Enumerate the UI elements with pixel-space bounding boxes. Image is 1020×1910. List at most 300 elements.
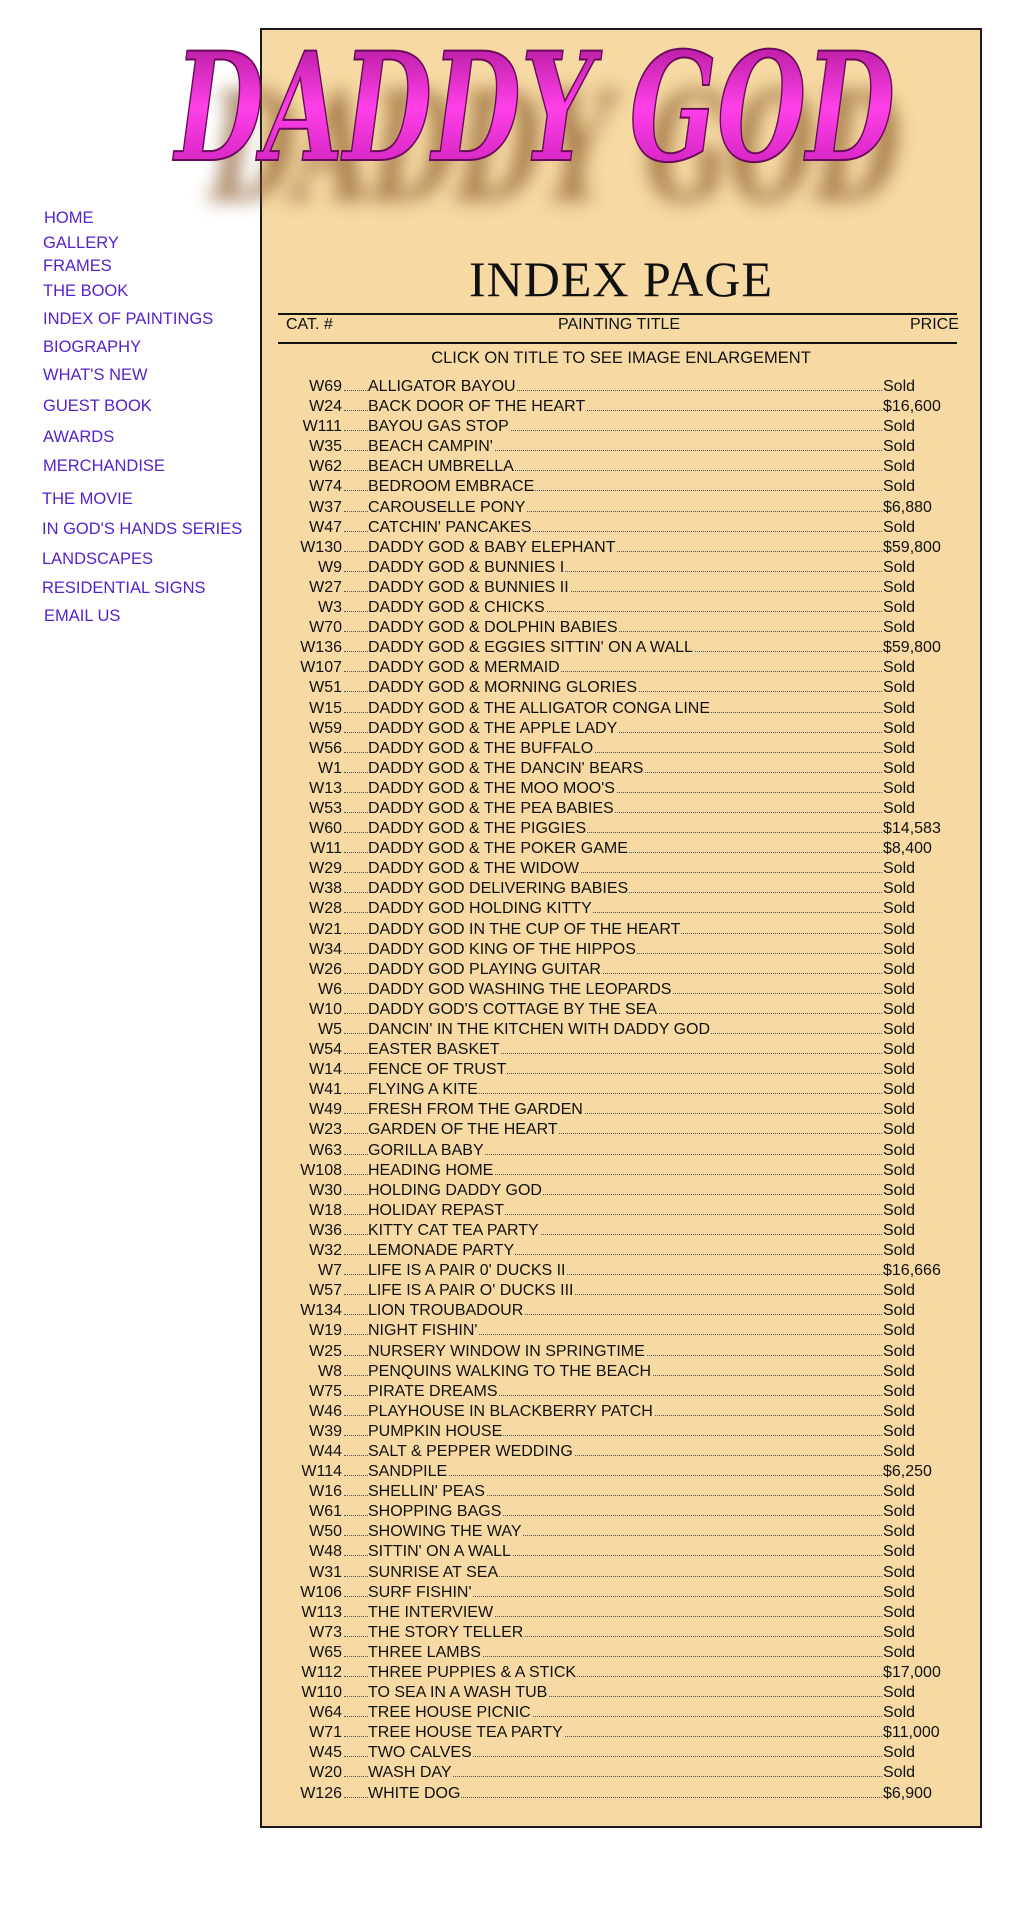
catalog-number-text: W108 [300, 1161, 342, 1179]
catalog-number [262, 578, 342, 598]
painting-title-link[interactable]: PENQUINS WALKING TO THE BEACH [368, 1362, 652, 1380]
catalog-number-text: W37 [309, 498, 342, 516]
catalog-number-text: W73 [309, 1623, 342, 1641]
painting-title-link[interactable]: DADDY GOD & DOLPHIN BABIES [368, 619, 618, 637]
page-title: INDEX PAGE [469, 251, 773, 307]
catalog-number [262, 1663, 342, 1683]
painting-title-link[interactable]: DADDY GOD & CHICKS [368, 599, 545, 617]
catalog-number [262, 417, 342, 437]
table-row [0, 1221, 1020, 1241]
catalog-number-text: W23 [309, 1121, 342, 1139]
painting-title-link[interactable]: DADDY GOD & THE POKER GAME [368, 840, 628, 858]
table-row [0, 920, 1020, 940]
catalog-number-text: W70 [309, 619, 342, 637]
painting-title-link[interactable]: TREE HOUSE PICNIC [368, 1704, 531, 1722]
nav-link-guest-book[interactable]: GUEST BOOK [43, 397, 152, 415]
catalog-number-text: W35 [309, 438, 342, 456]
catalog-number-text: W15 [309, 699, 342, 717]
painting-title-link[interactable]: SHOPPING BAGS [368, 1503, 502, 1521]
painting-price: Sold [883, 1101, 916, 1119]
catalog-number-text: W60 [309, 820, 342, 838]
painting-title-link[interactable]: DADDY GOD & THE ALLIGATOR CONGA LINE [368, 699, 711, 717]
painting-price: Sold [883, 418, 916, 436]
painting-title-link[interactable]: DADDY GOD & THE MOO MOO'S [368, 779, 615, 797]
painting-title-link[interactable]: BACK DOOR OF THE HEART [368, 398, 586, 416]
table-row [0, 578, 1020, 598]
painting-price: $6,880 [883, 498, 932, 516]
painting-title-link[interactable]: PUMPKIN HOUSE [368, 1422, 503, 1440]
daddy-god-logo [160, 30, 940, 270]
catalog-number-text: W29 [309, 860, 342, 878]
painting-title-link[interactable]: DADDY GOD HOLDING KITTY [368, 900, 592, 918]
painting-title-link[interactable]: SANDPILE [368, 1463, 448, 1481]
catalog-number-text: W20 [309, 1764, 342, 1782]
painting-title-link[interactable]: WASH DAY [368, 1764, 452, 1782]
catalog-number [262, 1362, 342, 1382]
painting-title-link[interactable]: DADDY GOD & THE DANCIN' BEARS [368, 759, 644, 777]
catalog-number-text: W6 [318, 980, 342, 998]
catalog-number [262, 759, 342, 779]
nav-link-awards[interactable]: AWARDS [43, 428, 115, 446]
catalog-number-text: W18 [309, 1201, 342, 1219]
catalog-number-text: W27 [309, 578, 342, 596]
table-row [0, 1382, 1020, 1402]
painting-title-link[interactable]: GARDEN OF THE HEART [368, 1121, 558, 1139]
painting-title-link[interactable]: DADDY GOD IN THE CUP OF THE HEART [368, 920, 681, 938]
nav-link-residential-signs[interactable]: RESIDENTIAL SIGNS [42, 579, 206, 597]
catalog-number-text: W31 [309, 1563, 342, 1581]
catalog-number [262, 960, 342, 980]
painting-title-link[interactable]: DADDY GOD & THE BUFFALO [368, 739, 594, 757]
catalog-number [262, 1522, 342, 1542]
painting-price: $16,666 [883, 1262, 941, 1280]
painting-price: Sold [883, 1543, 916, 1561]
catalog-number-text: W36 [309, 1221, 342, 1239]
nav-link-email-us[interactable]: EMAIL US [44, 607, 121, 625]
catalog-number-text: W38 [309, 880, 342, 898]
catalog-number [262, 1402, 342, 1422]
painting-price: Sold [883, 1643, 916, 1661]
painting-price: Sold [883, 900, 916, 918]
painting-title-link[interactable]: SHOWING THE WAY [368, 1523, 522, 1541]
catalog-number [262, 1462, 342, 1482]
catalog-number [262, 859, 342, 879]
painting-title-link[interactable]: PLAYHOUSE IN BLACKBERRY PATCH [368, 1402, 653, 1420]
painting-title-link[interactable]: THE INTERVIEW [368, 1603, 494, 1621]
painting-price: Sold [883, 1623, 916, 1641]
catalog-number [262, 1502, 342, 1522]
painting-price: Sold [883, 1242, 916, 1260]
catalog-number [262, 457, 342, 477]
painting-title-link[interactable]: CATCHIN' PANCAKES [368, 518, 532, 536]
catalog-number-text: W64 [309, 1704, 342, 1722]
catalog-number [262, 920, 342, 940]
painting-price: Sold [883, 1764, 916, 1782]
painting-price: Sold [883, 378, 916, 395]
table-row [0, 397, 1020, 417]
painting-price: Sold [883, 940, 916, 958]
table-row [0, 1603, 1020, 1623]
painting-title-link[interactable]: DADDY GOD PLAYING GUITAR [368, 960, 601, 978]
catalog-number-text: W28 [309, 900, 342, 918]
nav-link-biography[interactable]: BIOGRAPHY [43, 338, 142, 356]
painting-title-link[interactable]: LIFE IS A PAIR 0' DUCKS II [368, 1262, 566, 1280]
catalog-number [262, 1141, 342, 1161]
painting-title-link[interactable]: PIRATE DREAMS [368, 1382, 498, 1400]
table-row [0, 1482, 1020, 1502]
catalog-number-text: W56 [309, 739, 342, 757]
painting-title-link[interactable]: DANCIN' IN THE KITCHEN WITH DADDY GOD [368, 1021, 711, 1038]
painting-price: Sold [883, 1744, 916, 1762]
painting-price: Sold [883, 1684, 916, 1702]
catalog-number-text: W50 [309, 1523, 342, 1541]
catalog-number-text: W39 [309, 1422, 342, 1440]
table-row [0, 739, 1020, 759]
painting-price: Sold [883, 1141, 916, 1159]
catalog-number [262, 1683, 342, 1703]
table-row [0, 859, 1020, 879]
table-row [0, 1000, 1020, 1020]
catalog-number-text: W24 [309, 398, 342, 416]
instruction-text: CLICK ON TITLE TO SEE IMAGE ENLARGEMENT [431, 349, 811, 367]
painting-price: Sold [883, 759, 916, 777]
table-row [0, 498, 1020, 518]
painting-title-link[interactable]: TWO CALVES [368, 1744, 472, 1762]
catalog-number-text: W48 [309, 1543, 342, 1561]
catalog-number [262, 477, 342, 497]
painting-title-link[interactable]: LION TROUBADOUR [368, 1302, 524, 1320]
catalog-number-text: W51 [309, 679, 342, 697]
nav-link-index-of-paintings[interactable]: INDEX OF PAINTINGS [43, 310, 214, 328]
table-row [0, 1201, 1020, 1221]
catalog-number [262, 1261, 342, 1281]
catalog-number [262, 618, 342, 638]
catalog-number [262, 1000, 342, 1020]
catalog-number-text: W110 [301, 1684, 342, 1702]
catalog-number-text: W32 [309, 1242, 342, 1260]
catalog-number [262, 638, 342, 658]
painting-price: Sold [883, 1322, 916, 1340]
painting-title-link[interactable]: WHITE DOG [368, 1784, 461, 1802]
catalog-number [262, 1161, 342, 1181]
nav-link-home[interactable]: HOME [44, 209, 94, 227]
table-row [0, 1462, 1020, 1482]
catalog-number-text: W13 [309, 779, 342, 797]
nav-link-in-god-s-hands-series[interactable]: IN GOD'S HANDS SERIES [42, 520, 243, 538]
table-row [0, 377, 1020, 397]
table-row [0, 1583, 1020, 1603]
painting-price: Sold [883, 1603, 916, 1621]
header-price: PRICE [910, 316, 959, 333]
painting-price: Sold [883, 860, 916, 878]
painting-price: Sold [883, 518, 916, 536]
painting-title-link[interactable]: BEACH CAMPIN' [368, 438, 493, 456]
catalog-number [262, 1723, 342, 1743]
table-row [0, 759, 1020, 779]
painting-price: Sold [883, 458, 916, 476]
painting-title-link[interactable]: ALLIGATOR BAYOU [368, 378, 516, 395]
catalog-number [262, 1542, 342, 1562]
catalog-number [262, 1442, 342, 1462]
painting-title-link[interactable]: DADDY GOD & BABY ELEPHANT [368, 538, 616, 556]
table-row [0, 779, 1020, 799]
catalog-number [262, 1100, 342, 1120]
painting-title-link[interactable]: THE STORY TELLER [368, 1623, 524, 1641]
catalog-number [262, 1703, 342, 1723]
catalog-number [262, 1281, 342, 1301]
catalog-number [262, 899, 342, 919]
painting-title-link[interactable]: FENCE OF TRUST [368, 1061, 507, 1079]
catalog-number [262, 1020, 342, 1040]
catalog-number [262, 437, 342, 457]
painting-price: Sold [883, 1161, 916, 1179]
catalog-number-text: W49 [309, 1101, 342, 1119]
painting-title-link[interactable]: DADDY GOD & EGGIES SITTIN' ON A WALL [368, 639, 693, 657]
catalog-number [262, 678, 342, 698]
catalog-number-text: W113 [301, 1603, 342, 1621]
header-title: PAINTING TITLE [558, 316, 681, 333]
table-row [0, 1181, 1020, 1201]
table-row [0, 1743, 1020, 1763]
table-row [0, 1422, 1020, 1442]
painting-title-link[interactable]: DADDY GOD & BUNNIES I [368, 558, 565, 576]
painting-title-link[interactable]: SURF FISHIN' [368, 1583, 472, 1601]
painting-title-link[interactable]: HEADING HOME [368, 1161, 494, 1179]
painting-title-link[interactable]: CAROUSELLE PONY [368, 498, 526, 516]
catalog-number [262, 397, 342, 417]
nav-link-the-book[interactable]: THE BOOK [43, 282, 129, 300]
catalog-number-text: W106 [300, 1583, 342, 1601]
catalog-number [262, 1120, 342, 1140]
table-row [0, 1402, 1020, 1422]
painting-title-link[interactable]: SHELLIN' PEAS [368, 1483, 485, 1501]
painting-title-link[interactable]: DADDY GOD & MERMAID [368, 659, 560, 677]
painting-title-link[interactable]: GORILLA BABY [368, 1141, 484, 1159]
table-row [0, 1703, 1020, 1723]
catalog-number [262, 518, 342, 538]
painting-title-link[interactable]: SALT & PEPPER WEDDING [368, 1442, 573, 1460]
catalog-number-text: W7 [318, 1262, 342, 1280]
painting-price: Sold [883, 1342, 916, 1360]
painting-title-link[interactable]: DADDY GOD & THE PEA BABIES [368, 799, 614, 817]
painting-price: Sold [883, 1021, 916, 1038]
painting-price: Sold [883, 1181, 916, 1199]
catalog-number [262, 1181, 342, 1201]
header-cat: CAT. # [286, 316, 333, 333]
table-row [0, 678, 1020, 698]
painting-title-link[interactable]: DADDY GOD & THE PIGGIES [368, 820, 587, 838]
table-row [0, 1060, 1020, 1080]
catalog-number [262, 1623, 342, 1643]
catalog-number-text: W45 [309, 1744, 342, 1762]
catalog-number [262, 598, 342, 618]
nav-link-frames[interactable]: FRAMES [43, 257, 112, 275]
catalog-number-text: W3 [318, 599, 342, 617]
painting-title-link[interactable]: DADDY GOD DELIVERING BABIES [368, 880, 629, 898]
table-row [0, 699, 1020, 719]
painting-title-link[interactable]: LIFE IS A PAIR O' DUCKS III [368, 1282, 574, 1300]
table-row [0, 477, 1020, 497]
painting-price: Sold [883, 1201, 916, 1219]
painting-title-link[interactable]: DADDY GOD KING OF THE HIPPOS [368, 940, 636, 958]
table-row [0, 1120, 1020, 1140]
catalog-number [262, 1221, 342, 1241]
painting-price: Sold [883, 599, 916, 617]
catalog-number [262, 1482, 342, 1502]
table-row [0, 1020, 1020, 1040]
painting-title-link[interactable]: EASTER BASKET [368, 1041, 500, 1059]
painting-title-link[interactable]: TO SEA IN A WASH TUB [368, 1684, 548, 1702]
painting-title-link[interactable]: DADDY GOD & BUNNIES II [368, 578, 569, 596]
painting-price: $8,400 [883, 840, 932, 858]
painting-price: Sold [883, 1704, 916, 1722]
nav-link-landscapes[interactable]: LANDSCAPES [42, 550, 153, 568]
painting-price: Sold [883, 779, 916, 797]
painting-price: Sold [883, 659, 916, 677]
catalog-number-text: W126 [300, 1784, 342, 1802]
catalog-number [262, 538, 342, 558]
catalog-number-text: W44 [309, 1442, 342, 1460]
painting-title-link[interactable]: DADDY GOD & THE WIDOW [368, 860, 579, 878]
painting-price: Sold [883, 1081, 916, 1099]
catalog-number-text: W16 [309, 1483, 342, 1501]
catalog-number [262, 377, 342, 397]
table-row [0, 899, 1020, 919]
painting-price: Sold [883, 1221, 916, 1239]
painting-price: Sold [883, 1000, 916, 1018]
catalog-number-text: W136 [300, 639, 342, 657]
catalog-number [262, 1321, 342, 1341]
painting-title-link[interactable]: BAYOU GAS STOP [368, 418, 509, 436]
table-row [0, 1723, 1020, 1743]
catalog-number-text: W112 [301, 1664, 342, 1681]
catalog-number-text: W1 [318, 759, 342, 777]
catalog-number-text: W107 [300, 659, 342, 677]
catalog-number [262, 1743, 342, 1763]
painting-price: $14,583 [883, 820, 941, 838]
painting-price: $16,600 [883, 398, 941, 416]
painting-price: Sold [883, 578, 916, 596]
catalog-number [262, 839, 342, 859]
catalog-number-text: W134 [300, 1302, 342, 1320]
table-row [0, 1763, 1020, 1783]
painting-price: Sold [883, 880, 916, 898]
table-row [0, 457, 1020, 477]
painting-price: Sold [883, 1121, 916, 1139]
painting-title-link[interactable]: FRESH FROM THE GARDEN [368, 1101, 583, 1119]
logo-text: DADDY GOD [172, 30, 895, 196]
catalog-number-text: W30 [309, 1181, 342, 1199]
painting-price: Sold [883, 920, 916, 938]
painting-title-link[interactable]: NURSERY WINDOW IN SPRINGTIME [368, 1342, 645, 1360]
painting-title-link[interactable]: KITTY CAT TEA PARTY [368, 1221, 539, 1239]
catalog-number-text: W8 [318, 1362, 342, 1380]
nav-link-what-s-new[interactable]: WHAT'S NEW [43, 366, 148, 384]
catalog-number [262, 498, 342, 518]
catalog-number [262, 558, 342, 578]
catalog-number-text: W61 [309, 1503, 342, 1521]
painting-title-link[interactable]: BEDROOM EMBRACE [368, 478, 535, 496]
catalog-number-text: W26 [309, 960, 342, 978]
painting-title-link[interactable]: BEACH UMBRELLA [368, 458, 514, 476]
catalog-number-text: W11 [310, 840, 342, 858]
catalog-number [262, 719, 342, 739]
table-row [0, 1362, 1020, 1382]
nav-link-gallery[interactable]: GALLERY [43, 234, 119, 252]
catalog-number [262, 699, 342, 719]
painting-title-link[interactable]: TREE HOUSE TEA PARTY [368, 1724, 563, 1742]
painting-price: Sold [883, 1503, 916, 1521]
painting-price: Sold [883, 438, 916, 456]
catalog-number [262, 1603, 342, 1623]
painting-title-link[interactable]: THREE PUPPIES & A STICK [368, 1664, 577, 1681]
table-row [0, 1442, 1020, 1462]
painting-price: Sold [883, 1483, 916, 1501]
painting-price: $17,000 [883, 1664, 941, 1681]
catalog-number-text: W46 [309, 1402, 342, 1420]
painting-title-link[interactable]: SUNRISE AT SEA [368, 1563, 499, 1581]
table-row [0, 1141, 1020, 1161]
painting-price: Sold [883, 739, 916, 757]
table-row [0, 1502, 1020, 1522]
painting-price: $6,250 [883, 1463, 932, 1481]
table-row [0, 1342, 1020, 1362]
painting-price: $11,000 [883, 1724, 940, 1742]
painting-title-link[interactable]: DADDY GOD & MORNING GLORIES [368, 679, 638, 697]
catalog-number [262, 1080, 342, 1100]
table-row [0, 638, 1020, 658]
catalog-number-text: W19 [309, 1322, 342, 1340]
nav-link-the-movie[interactable]: THE MOVIE [42, 490, 133, 508]
catalog-number [262, 1060, 342, 1080]
catalog-number [262, 1241, 342, 1261]
table-row [0, 719, 1020, 739]
table-row [0, 940, 1020, 960]
catalog-number [262, 779, 342, 799]
table-row [0, 1261, 1020, 1281]
painting-title-link[interactable]: DADDY GOD WASHING THE LEOPARDS [368, 980, 672, 998]
painting-title-link[interactable]: LEMONADE PARTY [368, 1242, 515, 1260]
table-row [0, 1563, 1020, 1583]
catalog-number [262, 1301, 342, 1321]
painting-price: $6,900 [883, 1784, 932, 1802]
painting-title-link[interactable]: FLYING A KITE [368, 1081, 478, 1099]
catalog-number [262, 739, 342, 759]
table-row [0, 1522, 1020, 1542]
catalog-number-text: W65 [309, 1643, 342, 1661]
painting-title-link[interactable]: DADDY GOD & THE APPLE LADY [368, 719, 618, 737]
table-row [0, 1040, 1020, 1060]
catalog-number-text: W41 [309, 1081, 342, 1099]
catalog-number-text: W25 [309, 1342, 342, 1360]
painting-title-link[interactable]: HOLIDAY REPAST [368, 1201, 505, 1219]
painting-title-link[interactable]: THREE LAMBS [368, 1643, 481, 1661]
catalog-number [262, 658, 342, 678]
catalog-number-text: W47 [309, 518, 342, 536]
painting-price: Sold [883, 1382, 916, 1400]
painting-title-link[interactable]: DADDY GOD'S COTTAGE BY THE SEA [368, 1000, 658, 1018]
painting-price: Sold [883, 1523, 916, 1541]
painting-title-link[interactable]: SITTIN' ON A WALL [368, 1543, 511, 1561]
painting-price: Sold [883, 1402, 916, 1420]
catalog-number [262, 799, 342, 819]
table-row [0, 1784, 1020, 1804]
nav-link-merchandise[interactable]: MERCHANDISE [43, 457, 165, 475]
painting-title-link[interactable]: HOLDING DADDY GOD [368, 1181, 542, 1199]
painting-title-link[interactable]: NIGHT FISHIN' [368, 1322, 478, 1340]
table-row [0, 1281, 1020, 1301]
catalog-number-text: W34 [309, 940, 342, 958]
